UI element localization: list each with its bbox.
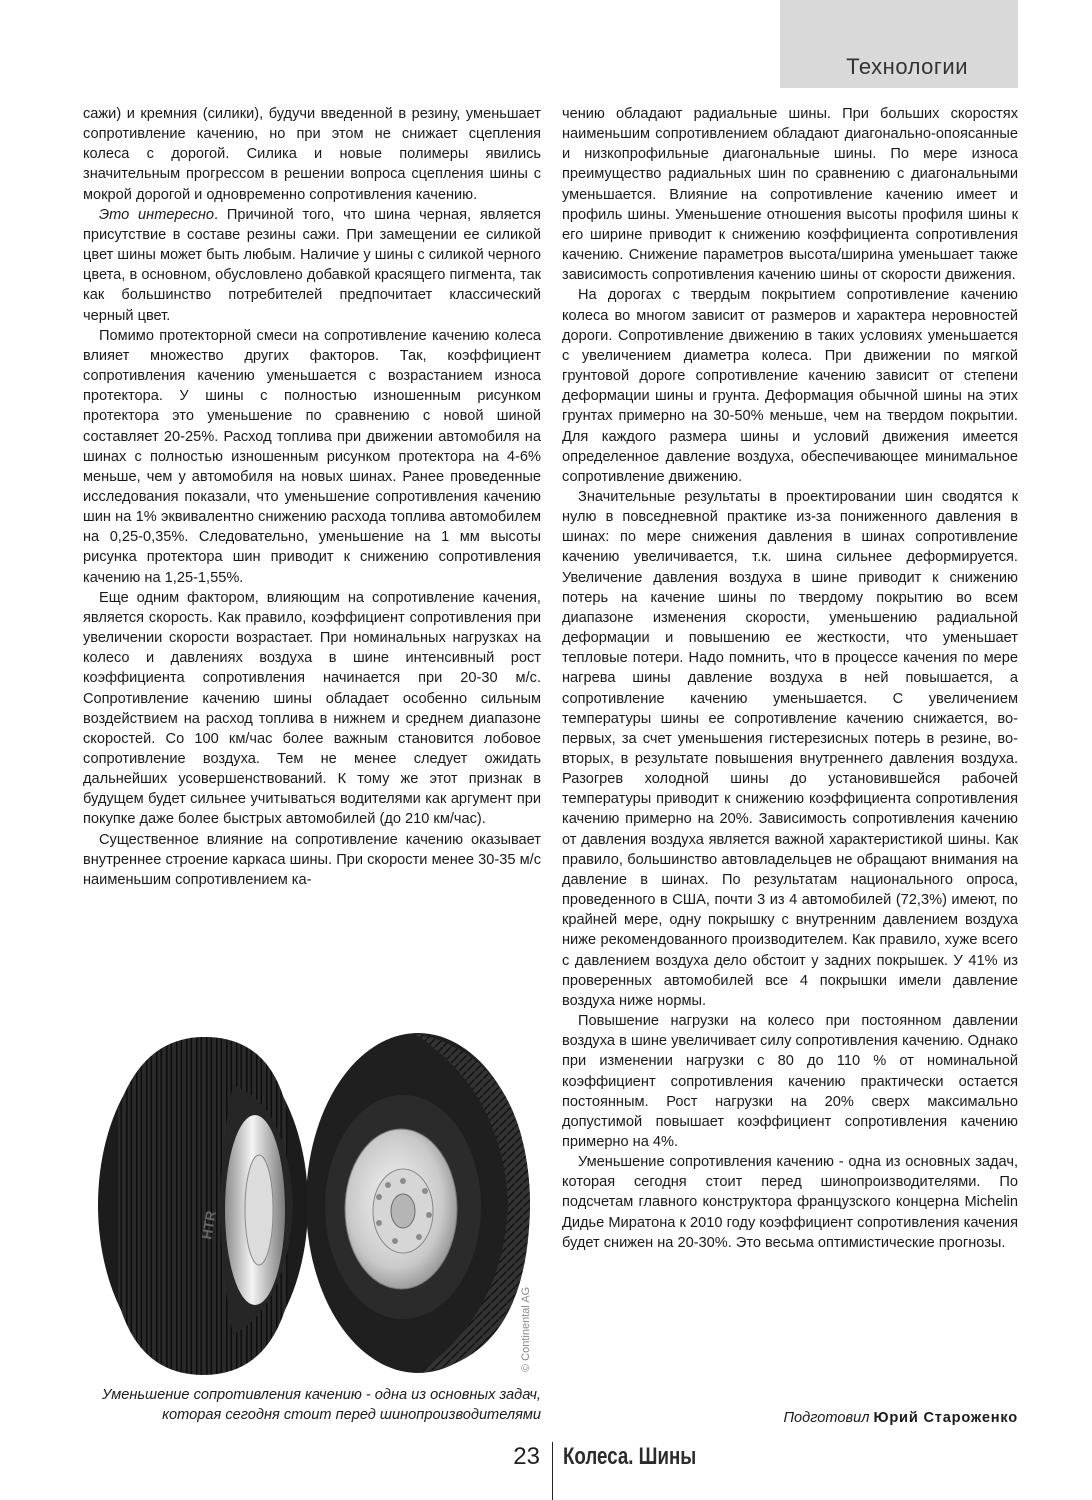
byline [783,1410,1018,1426]
paragraph: чению обладают радиальные шины. При больших скоростях наименьшим сопротивлением обладают диагонально-опоясанные и низкопрофильные диагональные шины. По мере износа преимущество радиальных шин по сравнению с диагональными уменьшается. Влияние на сопротивление качению имеет и профиль шины. Уменьшение отношения высоты профиля шины к его ширине приводит к снижению коэффициента сопротивления качению. Снижение параметров высота/ширина уменьшает также зависимость сопротивления качению шины от скорости движения. [562,106,1018,284]
magazine-title: Колеса. Шины [563,1443,697,1470]
paragraph-body: . Причиной того, что шина черная, является присутствие в составе резины сажи. При замещении ее силикой цвет шины может быть любым. Наличие у шины с силикой черного цвета, в основном, обусловлено добавкой красящего пигмента, так как большинство потребителей предпочитает классический черный цвет. [83,206,541,324]
paragraph: Повышение нагрузки на колесо при постоянном давлении воздуха в шине увеличивает силу сопротивления качению. Однако при изменении нагрузки с 80 до 110 % от номинальной коэффициент сопротивления качению практически остается постоянным. Рост нагрузки на 20% сверх максимально допустимой повышает коэффициент сопротивления качению примерно на 4%. [562,1013,1018,1150]
section-header [780,0,1018,88]
tire-sidewall-text: HTR [198,1209,219,1241]
footer-divider [552,1442,553,1500]
article-column-right [562,104,1018,1253]
paragraph: сажи) и кремния (силики), будучи введенной в резину, уменьшает сопротивление качению, но при этом не снижает сцепления колеса с дорогой. Силика и новые полимеры явились значительным прогрессом в решении вопроса сцепления шины с мокрой дорогой и одновременно сопротивления качению. [83,106,541,203]
section-title: Технологии [846,54,968,79]
paragraph: На дорогах с твердым покрытием сопротивление качению колеса во многом зависит от размеров и характера неровностей дороги. Сопротивление движению в таких условиях уменьшается с увеличением диаметра колеса. При движении по мягкой грунтовой дороге сопротивление качению зависит от степени деформации шины и грунта. Деформация обычной шины на этих грунтах примерно на 30-50% меньше, чем на твердом покрытии. Для каждого размера шины и условий движения имеется определенное давление воздуха, обеспечивающее минимальное сопротивление движению. [562,287,1018,485]
paragraph: Значительные результаты в проектировании шин сводятся к нулю в повседневной практике из-за пониженного давления в шинах: по мере снижения давления в шинах сопротивление качению увеличивается, т.к. шина сильнее деформируется. Увеличение давления воздуха в шине приводит к снижению потерь на качение шины по твердому покрытию во всем диапазоне изменения скорости, уменьшению радиальной деформации и повышению ее жесткости, что уменьшает тепловые потери. Надо помнить, что в процессе качения по мере нагрева шины давление воздуха в ней повышается, а сопротивление качению уменьшается. С увеличением температуры шины ее сопротивление качению снижается, во-первых, за счет уменьшения гистерезисных потерь в резине, во-вторых, в результате повышения внутреннего давления воздуха. Разогрев холодной шины до установившейся рабочей температуры приводит к снижению коэффициента сопротивления качению примерно на 20%. Зависимость сопротивления качению от давления воздуха является важной характеристикой шины. Как правило, большинство автовладельцев не обращают внимания на давление в шинах. По результатам национального опроса, проведенного в США, почти 3 из 4 автомобилей (72,3%) имеют, по крайней мере, одну покрышку с внутренним давлением воздуха ниже рекомендованного производителем. Как правило, хуже всего с давлением воздуха дело обстоит у задних покрышек. У 41% из проверенных автомобилей все 4 покрышки имели давление воздуха ниже нормы. [562,488,1018,1009]
byline-author: Юрий Староженко [873,1410,1018,1426]
paragraph-interesting [83,205,541,326]
byline-prepared: Подготовил [783,1410,870,1426]
page-number: 23 [513,1443,540,1470]
article-column-left [83,104,541,890]
paragraph: Еще одним фактором, влияющим на сопротивление качения, является скорость. Как правило, коэффициент сопротивления при увеличении скорости возрастает. При номинальных нагрузках на колесо и давлениях воздуха в шине интенсивный рост коэффициента сопротивления начинается при 20-30 м/с. Сопротивление качению шины обладает особенно сильным воздействием на расход топлива в нижнем и среднем диапазоне скоростей. Со 100 км/час более важным становится лобовое сопротивление воздуха. Тем не менее следует ожидать дальнейших усовершенствований. К тому же этот признак в будущем будет сильнее учитываться водителями как аргумент при покупке даже более быстрых автомобилей (до 210 км/час). [83,589,541,828]
lead-in: Это интересно [99,206,214,223]
paragraph: Помимо протекторной смеси на сопротивление качению колеса влияет множество других факторов. Так, коэффициент сопротивления качению уменьшается с возрастанием износа протектора. У шины с полностью изношенным рисунком протектора это уменьшение по сравнению с новой шиной составляет 20-25%. Расход топлива при движении автомобиля на шинах с полностью изношенным рисунком протектора на 4-6% меньше, чем у автомобиля на новых шинах. Ранее проведенные исследования показали, что уменьшение сопротивления качению шин на 1% эквивалентно снижению расхода топлива автомобилем на 0,25-0,35%. Следовательно, уменьшение на 1 мм высоты рисунка протектора шин приводит к снижению сопротивления качению на 1,25-1,55%. [83,327,541,586]
tires-photo [83,1015,541,1380]
paragraph: Существенное влияние на сопротивление качению оказывает внутреннее строение каркаса шины. При скорости менее 30-35 м/с наименьшим сопротивлением ка- [83,831,541,888]
right-tire [306,1033,530,1373]
figure-caption: Уменьшение сопротивления качению - одна из основных задач, которая сегодня стоит перед шинопроизводителями [102,1387,541,1423]
photo-credit: © Continental AG [520,1286,532,1372]
left-tire [98,1037,308,1375]
paragraph: Уменьшение сопротивления качению - одна из основных задач, которая сегодня стоит перед шинопроизводителями. По подсчетам главного конструктора французского концерна Michelin Дидье Миратона к 2010 году коэффициент сопротивления качения будет снижен на 20-30%. Это весьма оптимистические прогнозы. [562,1154,1018,1251]
